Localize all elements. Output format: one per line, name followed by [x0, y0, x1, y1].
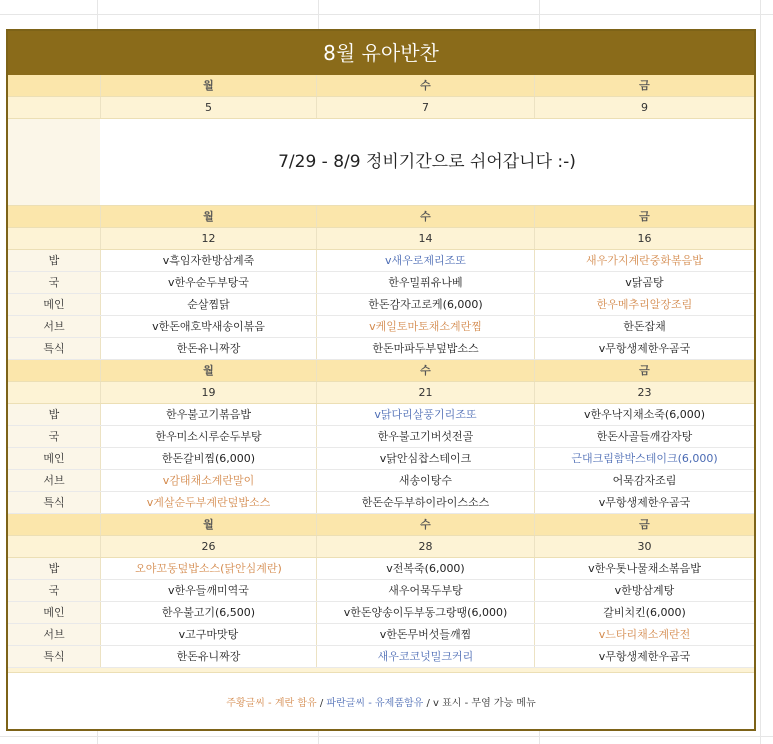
menu-item: v한우톳나물채소볶음밥: [534, 558, 754, 579]
meal-type-label: 특식: [8, 646, 100, 667]
date-row: [8, 228, 754, 250]
menu-row: [8, 470, 754, 492]
menu-row: [8, 250, 754, 272]
page-title: 8월 유아반찬: [8, 31, 754, 75]
date-cell: 19: [100, 382, 316, 403]
menu-item: v한돈애호박새송이볶음: [100, 316, 316, 337]
meal-type-label: 밥: [8, 250, 100, 271]
menu-item: 한돈유니짜장: [100, 338, 316, 359]
menu-item: 한돈사골들깨감자탕: [534, 426, 754, 447]
menu-item: 한돈감자고로케(6,000): [316, 294, 534, 315]
menu-sheet: [6, 29, 756, 731]
day-mon: 월: [100, 75, 316, 96]
menu-item: v감태채소계란말이: [100, 470, 316, 491]
meal-type-label: 국: [8, 426, 100, 447]
day-wed: 수: [316, 514, 534, 535]
meal-type-label: 특식: [8, 338, 100, 359]
meal-type-label: 서브: [8, 316, 100, 337]
menu-item: v전복죽(6,000): [316, 558, 534, 579]
weekday-row: [8, 514, 754, 536]
day-mon: 월: [100, 514, 316, 535]
maintenance-notice: 7/29 - 8/9 정비기간으로 쉬어갑니다 :-): [278, 152, 576, 172]
date-cell: 30: [534, 536, 754, 557]
day-fri: 금: [534, 360, 754, 381]
menu-item: 갈비치킨(6,000): [534, 602, 754, 623]
day-fri: 금: [534, 75, 754, 96]
date-cell: 14: [316, 228, 534, 249]
menu-item: v한돈무버섯들깨찜: [316, 624, 534, 645]
menu-row: [8, 492, 754, 514]
menu-item: 근대크림함박스테이크(6,000): [534, 448, 754, 469]
menu-item: v닭안심찹스테이크: [316, 448, 534, 469]
menu-item: 한우불고기버섯전골: [316, 426, 534, 447]
day-fri: 금: [534, 206, 754, 227]
date-cell: 5: [100, 97, 316, 118]
menu-row: [8, 624, 754, 646]
date-cell: 12: [100, 228, 316, 249]
menu-row: [8, 404, 754, 426]
menu-item: 한우불고기(6,500): [100, 602, 316, 623]
menu-item: v한우순두부탕국: [100, 272, 316, 293]
menu-row: [8, 294, 754, 316]
menu-row: [8, 338, 754, 360]
menu-row: [8, 646, 754, 668]
legend-blue: 파란글씨 - 유제품함유: [326, 698, 424, 709]
meal-type-label: 서브: [8, 624, 100, 645]
date-cell: 23: [534, 382, 754, 403]
menu-row: [8, 580, 754, 602]
menu-item: v한우들깨미역국: [100, 580, 316, 601]
day-mon: 월: [100, 360, 316, 381]
menu-item: v한돈양송이두부동그랑땡(6,000): [316, 602, 534, 623]
menu-item: 한우불고기볶음밥: [100, 404, 316, 425]
date-cell: 7: [316, 97, 534, 118]
date-cell: 26: [100, 536, 316, 557]
menu-item: 한돈갈비찜(6,000): [100, 448, 316, 469]
menu-item: 오야꼬동덮밥소스(닭안심계란): [100, 558, 316, 579]
menu-item: v한우낙지채소죽(6,000): [534, 404, 754, 425]
menu-item: 어묵감자조림: [534, 470, 754, 491]
day-wed: 수: [316, 360, 534, 381]
color-legend: [8, 673, 754, 731]
date-cell: 9: [534, 97, 754, 118]
menu-row: [8, 448, 754, 470]
menu-item: 새우코코넛밀크커리: [316, 646, 534, 667]
day-wed: 수: [316, 75, 534, 96]
meal-type-label: 국: [8, 272, 100, 293]
menu-item: v한방삼계탕: [534, 580, 754, 601]
date-row: [8, 97, 754, 119]
day-fri: 금: [534, 514, 754, 535]
menu-item: v닭다리살풍기리조또: [316, 404, 534, 425]
menu-item: 한돈유니짜장: [100, 646, 316, 667]
menu-item: 순살찜닭: [100, 294, 316, 315]
menu-item: v무항생제한우곰국: [534, 338, 754, 359]
meal-type-label: 서브: [8, 470, 100, 491]
maintenance-notice-row: [8, 119, 754, 206]
menu-row: [8, 602, 754, 624]
date-cell: 16: [534, 228, 754, 249]
meal-type-label: 메인: [8, 294, 100, 315]
date-cell: 28: [316, 536, 534, 557]
legend-separator: /: [423, 698, 434, 709]
menu-item: 새송이탕수: [316, 470, 534, 491]
menu-row: [8, 426, 754, 448]
meal-type-label: 메인: [8, 448, 100, 469]
menu-item: 새우가지계란중화볶음밥: [534, 250, 754, 271]
menu-item: v흑임자한방삼계죽: [100, 250, 316, 271]
menu-item: v무항생제한우곰국: [534, 646, 754, 667]
weekday-row: [8, 206, 754, 228]
meal-type-label: 밥: [8, 558, 100, 579]
date-row: [8, 382, 754, 404]
menu-item: 한돈잡채: [534, 316, 754, 337]
menu-item: v느타리채소계란전: [534, 624, 754, 645]
menu-item: 한우미소시루순두부탕: [100, 426, 316, 447]
menu-item: v고구마맛탕: [100, 624, 316, 645]
meal-type-label: 특식: [8, 492, 100, 513]
weekday-row: [8, 360, 754, 382]
meal-type-label: 밥: [8, 404, 100, 425]
legend-separator: /: [316, 698, 327, 709]
menu-item: v새우로제리조또: [316, 250, 534, 271]
meal-type-label: 메인: [8, 602, 100, 623]
row-label-empty: [8, 75, 100, 96]
menu-row: [8, 558, 754, 580]
menu-row: [8, 316, 754, 338]
legend-orange: 주황글씨 - 계란 함유: [226, 698, 317, 709]
weekday-row: [8, 75, 754, 97]
menu-item: 한돈순두부하이라이스소스: [316, 492, 534, 513]
menu-item: 새우어묵두부탕: [316, 580, 534, 601]
menu-item: v무항생제한우곰국: [534, 492, 754, 513]
menu-item: v닭곰탕: [534, 272, 754, 293]
date-row: [8, 536, 754, 558]
day-wed: 수: [316, 206, 534, 227]
day-mon: 월: [100, 206, 316, 227]
menu-item: 한우메추리알장조림: [534, 294, 754, 315]
menu-item: v게살순두부계란덮밥소스: [100, 492, 316, 513]
weekly-menus: [8, 206, 754, 668]
meal-type-label: 국: [8, 580, 100, 601]
date-cell: 21: [316, 382, 534, 403]
menu-item: 한우밀퓌유나베: [316, 272, 534, 293]
menu-item: v케일토마토채소계란찜: [316, 316, 534, 337]
menu-row: [8, 272, 754, 294]
menu-item: 한돈마파두부덮밥소스: [316, 338, 534, 359]
legend-v-mark: v 표시 - 무염 가능 메뉴: [433, 698, 536, 709]
